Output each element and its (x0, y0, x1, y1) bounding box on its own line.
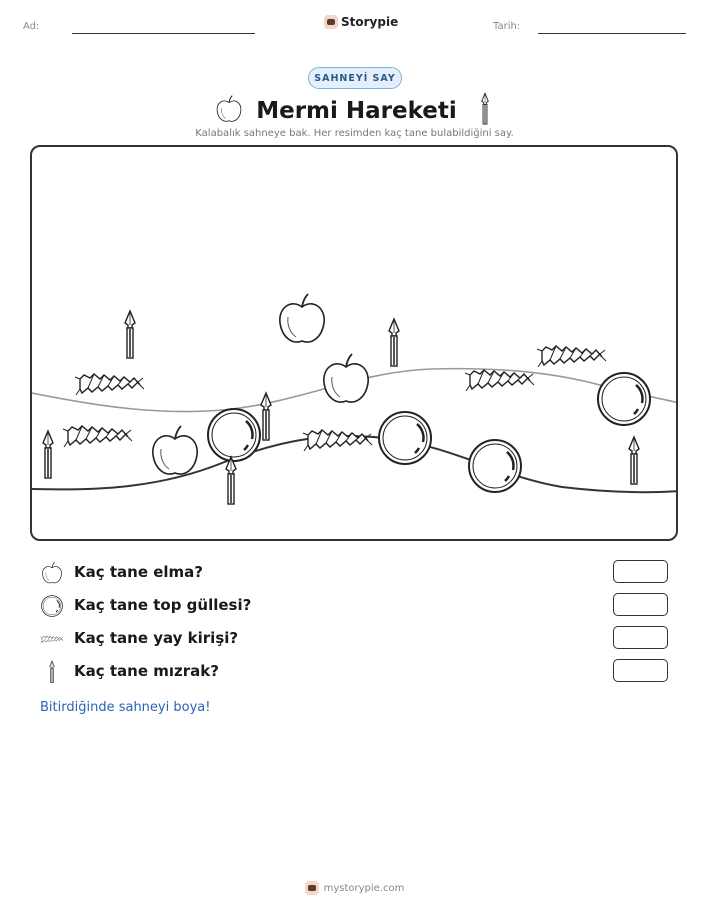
bowstring (303, 430, 372, 451)
page-title-text: Mermi Hareketi (256, 98, 457, 124)
brand-name: Storypie (341, 15, 399, 29)
bowstring (63, 426, 132, 447)
apple-icon (214, 94, 244, 124)
answer-box-apples[interactable] (613, 560, 668, 583)
spear (629, 437, 639, 484)
spear (43, 431, 53, 478)
question-text: Kaç tane yay kirişi? (74, 629, 239, 647)
page-title (0, 92, 709, 126)
cannonball (379, 412, 431, 464)
storypie-logo-icon (305, 881, 319, 895)
question-text: Kaç tane top güllesi? (74, 596, 252, 614)
spear (261, 393, 271, 440)
storypie-logo-icon (324, 15, 338, 29)
bowstring (537, 346, 606, 367)
name-line[interactable] (72, 33, 255, 34)
cannonball (208, 409, 260, 461)
page-footer (0, 881, 709, 895)
brand-logo (324, 15, 398, 29)
bowstring-icon (40, 627, 64, 651)
spear (389, 319, 399, 366)
date-line[interactable] (538, 33, 686, 34)
apple (153, 426, 197, 474)
spear-icon (40, 660, 64, 684)
cannonball (469, 440, 521, 492)
question-text: Kaç tane mızrak? (74, 662, 219, 680)
scene-illustration (32, 147, 678, 541)
answer-box-cannonballs[interactable] (613, 593, 668, 616)
question-apples (40, 560, 670, 586)
spear (226, 457, 236, 504)
footer-site: mystorypie.com (323, 882, 405, 894)
bowstring (465, 370, 534, 391)
answer-box-bowstrings[interactable] (613, 626, 668, 649)
activity-badge: SAHNEYİ SAY (308, 67, 402, 89)
answer-box-spears[interactable] (613, 659, 668, 682)
apple (280, 294, 324, 342)
question-text: Kaç tane elma? (74, 563, 203, 581)
date-label: Tarih: (493, 21, 521, 32)
spear (125, 311, 135, 358)
question-spears (40, 659, 670, 685)
question-bowstrings (40, 626, 670, 652)
cannonball (598, 373, 650, 425)
instructions: Kalabalık sahneye bak. Her resimden kaç tane bulabildiğini say. (195, 128, 514, 139)
counting-scene (30, 145, 678, 541)
apple-icon (40, 561, 64, 585)
bowstring (75, 374, 144, 395)
spear-icon (475, 92, 495, 126)
cannonball-icon (40, 594, 64, 618)
name-label: Ad: (23, 21, 40, 32)
question-cannonballs (40, 593, 670, 619)
apple (324, 354, 368, 402)
coloring-note: Bitirdiğinde sahneyi boya! (40, 700, 211, 715)
